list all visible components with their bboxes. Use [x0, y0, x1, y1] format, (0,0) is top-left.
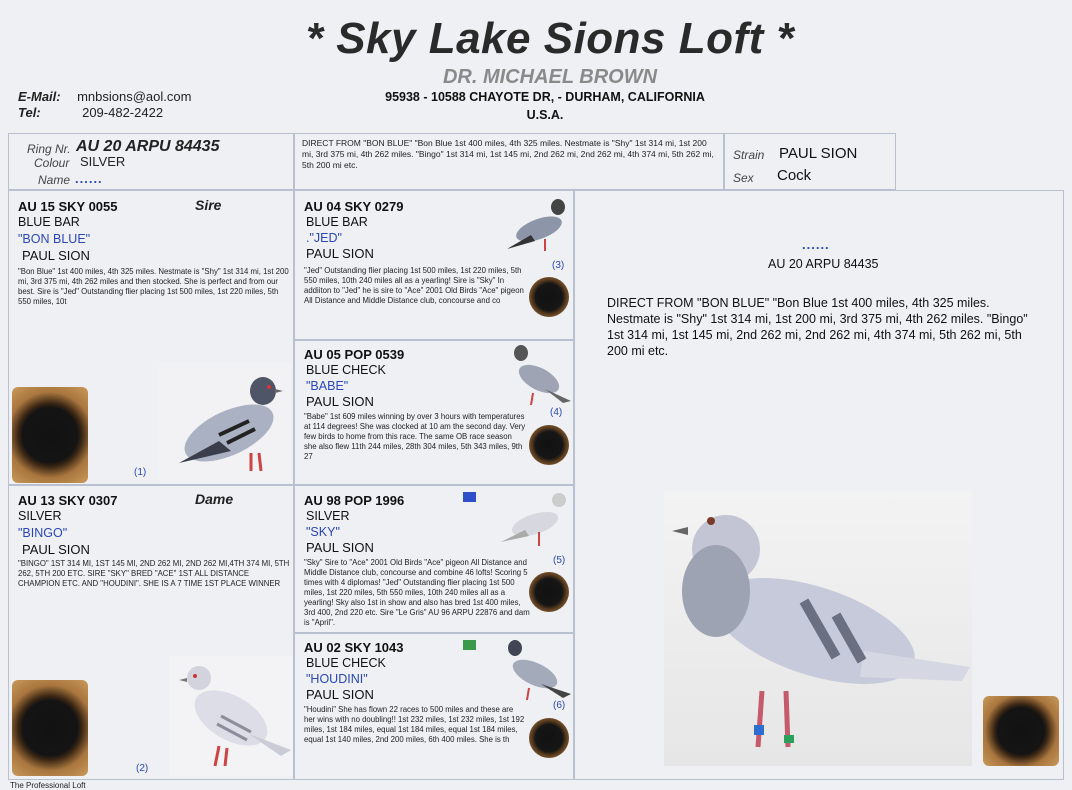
sire-colour: BLUE BAR [18, 215, 80, 229]
dame-panel [8, 485, 294, 780]
gp3-eye-photo [529, 572, 569, 612]
gp2-fig-number: (4) [550, 407, 563, 418]
ring-number: AU 20 ARPU 84435 [76, 138, 220, 155]
gp2-description: "Babe" 1st 609 miles winning by over 3 hours with temperatures at 114 degrees! She was clocked at 10 am the second day. Very few birds to home from this race. The same OB race season she also flew 11th 244 miles, 28th 304 miles, 5th 343 miles, 9th 27 [304, 412, 526, 461]
email-value[interactable]: mnbsions@aol.com [77, 89, 192, 104]
colour-value: SILVER [80, 154, 126, 169]
subject-description: DIRECT FROM "BON BLUE" "Bon Blue 1st 400 miles, 4th 325 miles. Nestmate is "Shy" 1st 314 mi, 1st 200 mi, 3rd 375 mi, 4th 262 miles. "Bingo" 1st 314 mi, 1st 145 mi, 2nd 262 mi, 2nd 262 mi, 4th 374 mi, 5th 262 mi, 5th 200 mi etc. [302, 138, 714, 170]
ring-label: Ring Nr. [27, 142, 71, 156]
subject-description-box [294, 133, 724, 190]
gp3-ring: AU 98 POP 1996 [304, 493, 405, 508]
sire-pigeon-photo [159, 363, 291, 481]
footer-text: The Professional Loft [10, 781, 86, 790]
detail-name: ...... [802, 237, 830, 252]
gp1-strain: PAUL SION [306, 246, 374, 261]
gp1-description: "Jed" Outstanding flier placing 1st 500 miles, 1st 220 miles, 5th 550 miles, 10th 240 miles all as a yearling! Sire is "Sky" In addiiton to "Jed" he is sire to "Ace" 2001 Old Birds "Ace" pigeon All Distance and Middle Distance club, concourse and co [304, 266, 524, 305]
gp3-strain: PAUL SION [306, 540, 374, 555]
tel-label: Tel: [18, 105, 41, 120]
dame-description: "BINGO" 1ST 314 MI, 1ST 145 MI, 2ND 262 MI, 2ND 262 MI,4TH 374 MI, 5TH 262, 5TH 200 ETC. SIRE "SKY" BRED "ACE" 1ST ALL DISTANCE CHAMPION ETC. AND "HOUDINI". SHE IS A 7 TIME 1ST PLACE WINNER [18, 559, 290, 588]
gp1-ring: AU 04 SKY 0279 [304, 199, 404, 214]
gp4-strain: PAUL SION [306, 687, 374, 702]
country: U.S.A. [526, 108, 564, 122]
address: 95938 - 10588 CHAYOTE DR, - DURHAM, CALIFORNIA [385, 90, 705, 104]
detail-ring: AU 20 ARPU 84435 [768, 257, 879, 271]
sex-label: Sex [733, 171, 754, 185]
gp4-eye-photo [529, 718, 569, 758]
dame-role: Dame [195, 491, 234, 507]
email-label: E-Mail: [18, 89, 61, 104]
sire-description: "Bon Blue" 1st 400 miles, 4th 325 miles. Nestmate is "Shy" 1st 314 mi, 1st 200 mi, 3rd 375 mi, 4th 262 miles and then stocked. She is perfect and from our best. Sire is "Jed" Outstanding flier placing 1st 500 miles, 1st 220 miles, 5th 550 miles, 10t [18, 267, 289, 306]
gp2-panel [294, 340, 574, 485]
gp1-panel [294, 190, 574, 340]
gp2-name: "BABE" [306, 379, 349, 393]
gp3-colour: SILVER [306, 509, 350, 523]
loft-title: * Sky Lake Sions Loft * [305, 14, 795, 63]
gp4-pigeon-photo [501, 636, 571, 702]
dame-fig-number: (2) [136, 763, 149, 774]
gp3-fig-number: (5) [553, 555, 566, 566]
sire-eye-photo [12, 387, 88, 483]
dame-eye-photo [12, 680, 88, 776]
gp2-colour: BLUE CHECK [306, 363, 386, 377]
strain-label: Strain [733, 148, 765, 162]
subject-pigeon-photo [664, 491, 972, 766]
gp4-colour: BLUE CHECK [306, 656, 386, 670]
dame-ring: AU 13 SKY 0307 [18, 493, 118, 508]
subject-eye-photo [983, 696, 1059, 766]
colour-label: Colour [34, 156, 70, 170]
gp3-color-marker [463, 492, 476, 502]
dame-colour: SILVER [18, 509, 62, 523]
gp4-fig-number: (6) [553, 700, 566, 711]
gp4-color-marker [463, 640, 476, 650]
gp4-panel [294, 633, 574, 780]
sire-panel [8, 190, 294, 485]
gp1-pigeon-photo [503, 195, 571, 259]
sire-strain: PAUL SION [22, 248, 90, 263]
strain-value: PAUL SION [779, 145, 858, 162]
dame-name: "BINGO" [18, 526, 68, 540]
gp1-fig-number: (3) [552, 260, 565, 271]
dame-strain: PAUL SION [22, 542, 90, 557]
gp3-panel [294, 485, 574, 633]
gp3-pigeon-photo [499, 488, 571, 554]
gp2-ring: AU 05 POP 0539 [304, 347, 405, 362]
sire-fig-number: (1) [134, 467, 147, 478]
name-value: ...... [75, 171, 103, 186]
gp3-description: "Sky" Sire to "Ace" 2001 Old Birds "Ace" pigeon All Distance and Middle Distance club, concourse and combine 46 lofts! Scoring 5 times with 4 diplomas! "Jed" Outstanding flier placing 1st 500 miles, 1st 220 miles, 5th 550 miles, 10th 240 miles all as a yearling! Sky also 1st in show and also has bred 1st 400 miles, 3rd 400, 2nd 220 etc. Sire "Le Gris" AU 96 ARPU 22876 and dam is "April". [304, 558, 530, 627]
gp1-colour: BLUE BAR [306, 215, 368, 229]
gp2-eye-photo [529, 425, 569, 465]
gp4-name: "HOUDINI" [306, 672, 368, 686]
detail-description: DIRECT FROM "BON BLUE" "Bon Blue 1st 400 miles, 4th 325 miles. Nestmate is "Shy" 1st 314 mi, 1st 200 mi, 3rd 375 mi, 4th 262 miles. "Bingo" 1st 314 mi, 1st 145 mi, 2nd 262 mi, 2nd 262 mi, 4th 374 mi, 5th 262 mi, 5th 200 mi etc. [607, 296, 1028, 358]
subject-strain-box [724, 133, 896, 190]
owner-name: DR. MICHAEL BROWN [442, 66, 658, 88]
gp2-pigeon-photo [507, 343, 571, 407]
gp1-name: ."JED" [306, 231, 342, 245]
tel-row [18, 104, 163, 122]
gp4-ring: AU 02 SKY 1043 [304, 640, 404, 655]
sex-value: Cock [777, 167, 812, 184]
gp1-eye-photo [529, 277, 569, 317]
gp2-strain: PAUL SION [306, 394, 374, 409]
sire-name: "BON BLUE" [18, 232, 91, 246]
tel-value: 209-482-2422 [82, 105, 164, 120]
name-label: Name [38, 173, 71, 187]
sire-ring: AU 15 SKY 0055 [18, 199, 118, 214]
dame-pigeon-photo [169, 656, 293, 776]
gp3-name: "SKY" [306, 525, 340, 539]
sire-role: Sire [195, 197, 222, 213]
subject-ring-box [8, 133, 294, 190]
gp4-description: "Houdini" She has flown 22 races to 500 miles and these are her wins with no doubling!! 1st 232 miles, 1st 232 miles, 1st 192 miles, 1st 184 miles, equal 1st 184 miles, equal 1st 184 miles, equal 1st 140 miles, 2nd 200 miles, 6th 400 miles. She is th [304, 705, 525, 744]
